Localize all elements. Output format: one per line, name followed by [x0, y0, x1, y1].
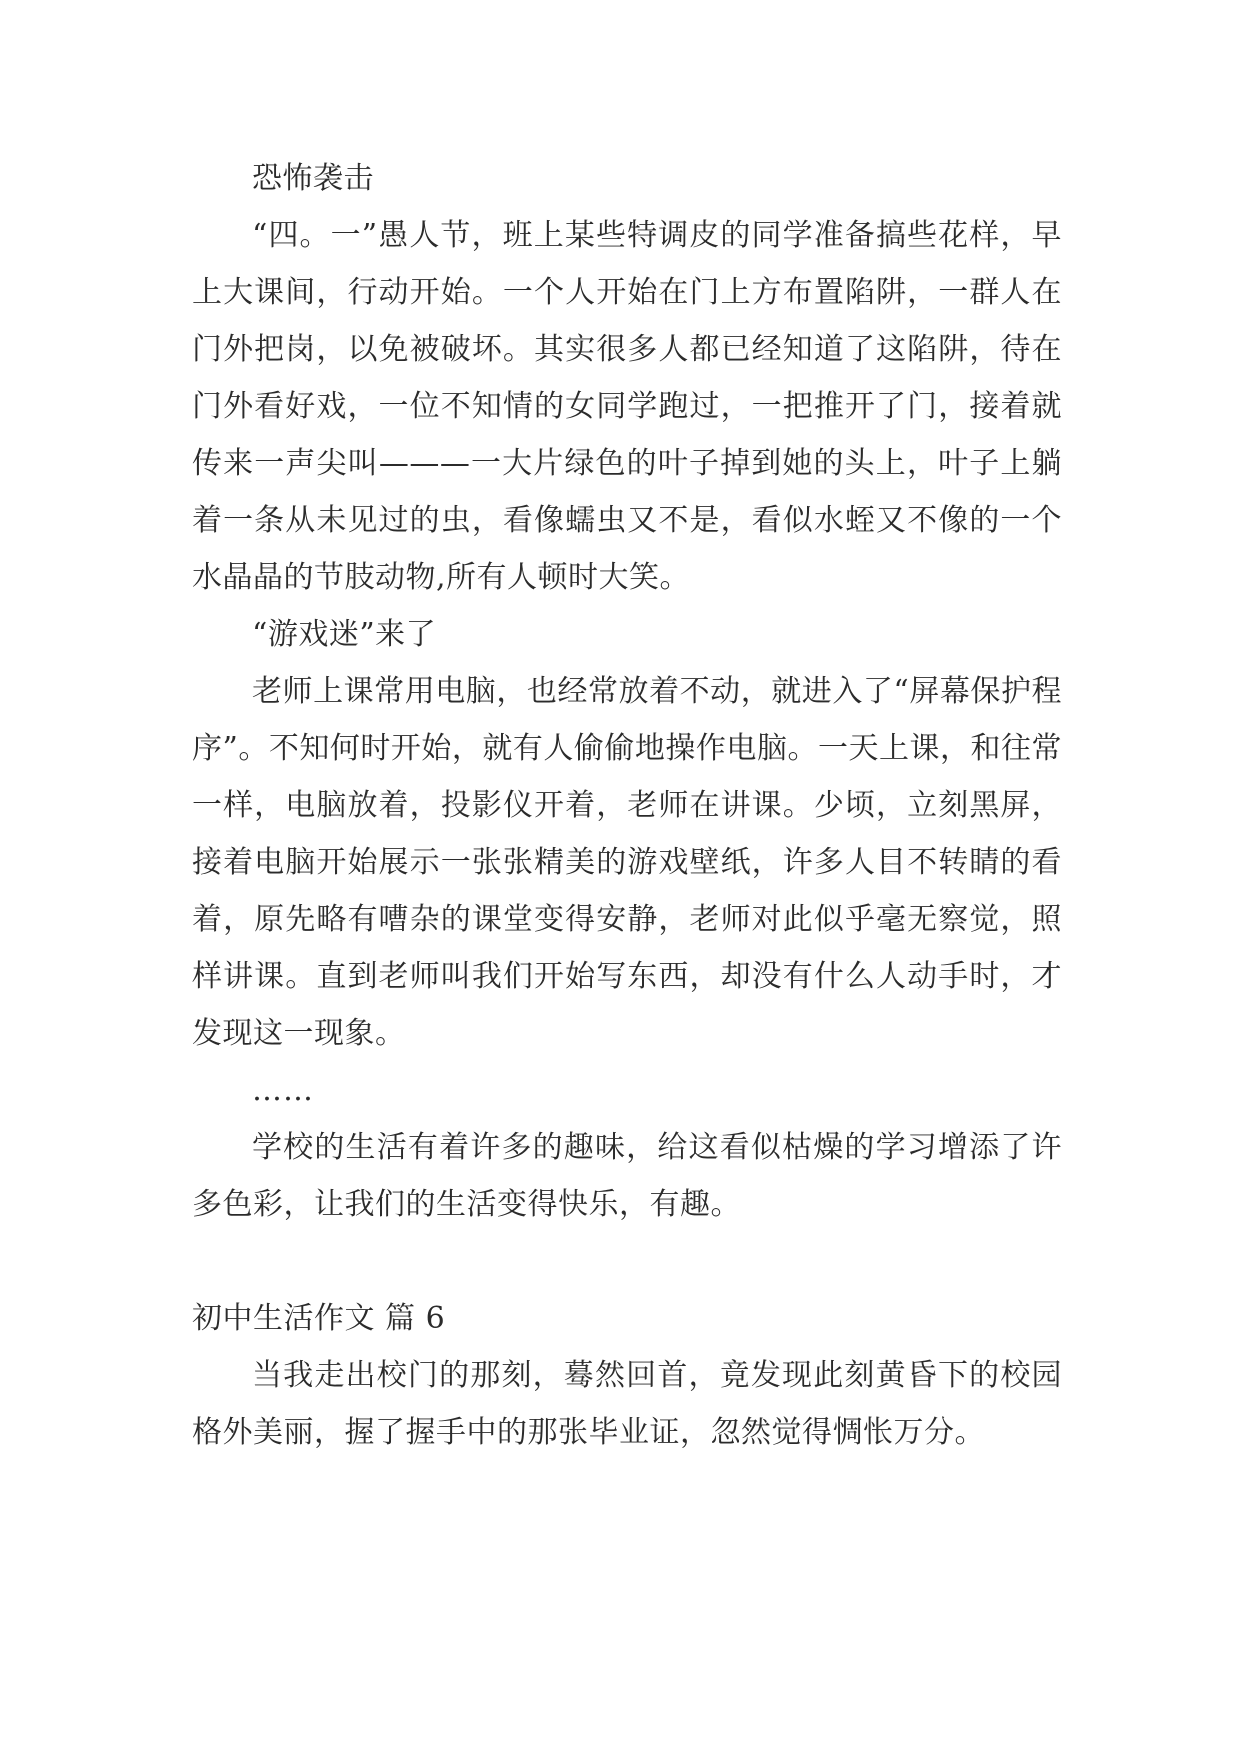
- subheading-terror-attack: 恐怖袭击: [252, 161, 374, 196]
- paragraph-april-fools: “四。一”愚人节，班上某些特调皮的同学准备搞些花样，早上大课间，行动开始。一个人开始在门上方布置陷阱，一群人在门外把岗，以免被破坏。其实很多人都已经知道了这陷阱，待在门外看好戏，一位不知情的女同学跑过，一把推开了门，接着就传来一声尖叫———一大片绿色的叶子掉到她的头上，叶子上躺着一条从未见过的虫，看像蠕虫又不是，看似水蛭又不像的一个水晶晶的节肢动物,所有人顿时大笑。: [192, 218, 1062, 595]
- paragraph-school-life: 学校的生活有着许多的趣味，给这看似枯燥的学习增添了许多色彩，让我们的生活变得快乐，有趣。: [192, 1130, 1062, 1222]
- paragraph-screen-saver: 老师上课常用电脑，也经常放着不动，就进入了“屏幕保护程序”。不知何时开始，就有人偷偷地操作电脑。一天上课，和往常一样，电脑放着，投影仪开着，老师在讲课。少顷，立刻黑屏，接着电脑开始展示一张张精美的游戏壁纸，许多人目不转睛的看着，原先略有嘈杂的课堂变得安静，老师对此似乎毫无察觉，照样讲课。直到老师叫我们开始写东西，却没有什么人动手时，才发现这一现象。: [192, 674, 1062, 1051]
- subheading-gamer: “游戏迷”来了: [252, 617, 437, 652]
- document-body: [192, 150, 1062, 1461]
- paragraph-graduation: 当我走出校门的那刻，蓦然回首，竟发现此刻黄昏下的校园格外美丽，握了握手中的那张毕业证，忽然觉得惆怅万分。: [192, 1358, 1062, 1450]
- blank-line: [192, 1233, 1062, 1290]
- ellipsis: ……: [252, 1073, 314, 1108]
- section-title: 初中生活作文 篇 6: [192, 1301, 446, 1336]
